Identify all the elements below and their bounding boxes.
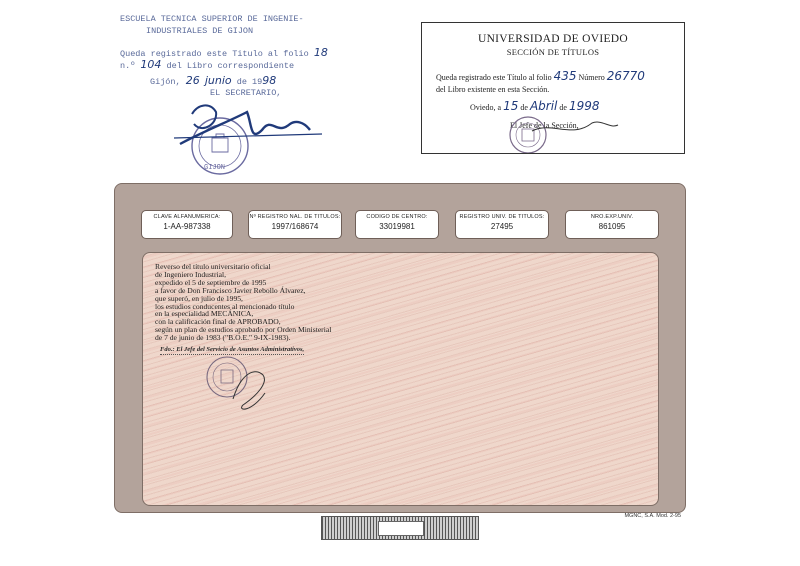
body-line: de Ingeniero Industrial,: [155, 269, 227, 279]
school-seal-text: GIJON: [204, 164, 226, 172]
univ-reg-place: Oviedo, a: [470, 103, 502, 112]
field-label: Nº REGISTRO NAL. DE TITULOS:: [249, 214, 341, 220]
school-name-line2: INDUSTRIALES DE GIJON: [146, 26, 254, 36]
university-registration-box: [421, 22, 685, 154]
univ-reg-month: Abril: [529, 99, 558, 113]
school-reg-text: Queda registrado este Titulo al folio: [120, 49, 309, 59]
body-line: con la calificación final de APROBADO,: [155, 317, 281, 327]
school-signer: EL SECRETARIO,: [210, 88, 282, 98]
univ-signer: El Jefe de la Sección,: [510, 121, 579, 130]
official-seal-signature-icon: [203, 353, 283, 417]
univ-reg-number: 26770: [606, 69, 645, 83]
school-reg-month: junio: [204, 74, 232, 87]
signature-line: Fdo.: El Jefe del Servicio de Asuntos Administrativos,: [160, 346, 305, 353]
field-value: 27495: [490, 222, 514, 231]
school-reg-date: [150, 74, 276, 87]
univ-reg-text-a: Queda registrado este Título al folio: [436, 73, 552, 82]
diploma-body-text: [155, 263, 331, 342]
field-value: 1-AA-987338: [163, 222, 211, 231]
univ-reg-text-b: Número: [578, 73, 605, 82]
body-line: a favor de Don Francisco Javier Rebollo Álvarez,: [155, 285, 306, 295]
school-reg-number: 104: [140, 58, 162, 71]
school-reg-suffix: del Libro correspondiente: [166, 61, 295, 71]
field-expediente: [565, 210, 659, 239]
body-line: los estudios conducentes al mencionado título: [155, 301, 295, 311]
school-reg-folio: 18: [313, 46, 328, 59]
university-name: UNIVERSIDAD DE OVIEDO: [477, 33, 629, 45]
univ-reg-year: 1998: [568, 99, 600, 113]
school-reg-line2: [120, 58, 294, 71]
field-label: REGISTRO UNIV. DE TITULOS:: [459, 214, 545, 220]
body-line: Reverso del título universitario oficial: [155, 262, 271, 271]
school-reg-day: 26: [185, 74, 200, 87]
field-registro-universitario: [455, 210, 549, 239]
univ-reg-line2: del Libro existente en esta Sección.: [436, 85, 550, 94]
univ-reg-de2: de: [559, 103, 567, 112]
field-value: 861095: [598, 222, 626, 231]
barcode-center-window: [378, 521, 424, 536]
field-label: NRO.EXP.UNIV.: [590, 214, 634, 220]
school-registration-stamp: [120, 14, 330, 174]
univ-reg-de1: de: [520, 103, 528, 112]
univ-reg-line1: [436, 69, 645, 83]
field-codigo-centro: [355, 210, 439, 239]
body-line: en la especialidad MECÁNICA,: [155, 309, 254, 319]
field-clave-alfanumerica: [141, 210, 233, 239]
printer-imprint: MGNC, S.A. Mod. 2-95: [624, 513, 681, 519]
security-barcode-strip: [321, 516, 479, 540]
school-reg-year-prefix: de 19: [236, 77, 263, 87]
field-label: CODIGO DE CENTRO:: [366, 214, 428, 220]
field-registro-nacional: [248, 210, 342, 239]
school-reg-place: Gijón,: [150, 77, 181, 87]
school-reg-prefix: n.º: [120, 61, 136, 71]
body-line: expedido el 5 de septiembre de 1995: [155, 277, 267, 287]
body-line: según un plan de estudios aprobado por Orden Ministerial: [155, 325, 332, 335]
field-value: 33019981: [379, 222, 415, 231]
body-line: de 7 de junio de 1983 ("B.O.E." 9-IX-1983).: [155, 333, 291, 343]
section-name: SECCIÓN DE TÍTULOS: [506, 47, 600, 57]
school-seal-signature-icon: [172, 94, 332, 176]
univ-reg-day: 15: [503, 99, 519, 113]
diploma-text-panel: [142, 252, 659, 506]
body-line: que superó, en julio de 1995,: [155, 293, 243, 303]
school-name-line1: ESCUELA TECNICA SUPERIOR DE INGENIE-: [120, 14, 304, 24]
university-seal-icon: [502, 111, 632, 153]
field-value: 1997/168674: [271, 222, 319, 231]
univ-reg-folio: 435: [553, 69, 577, 83]
field-label: CLAVE ALFANUMERICA:: [153, 214, 221, 220]
diploma-reverse-card: [114, 183, 686, 519]
school-reg-year: 98: [262, 74, 277, 87]
